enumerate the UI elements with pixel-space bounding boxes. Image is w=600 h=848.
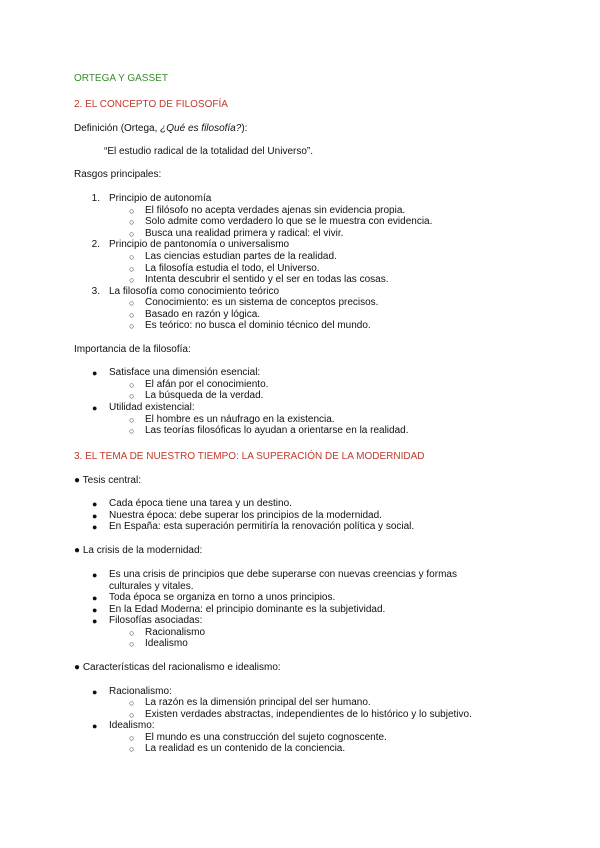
section-2-title: 2. EL CONCEPTO DE FILOSOFÍA <box>74 99 228 110</box>
feature-1-item-2: Existen verdades abstractas, independientes de lo histórico y lo subjetivo. <box>145 709 472 720</box>
dot-bullet-icon: ● <box>92 368 98 378</box>
feature-2-title: Idealismo: <box>109 720 155 731</box>
dot-bullet-icon: ● <box>92 616 98 626</box>
crisis-label: ● La crisis de la modernidad: <box>74 545 203 556</box>
trait-3-item-2: Basado en razón y lógica. <box>145 309 261 320</box>
thesis-label: ● Tesis central: <box>74 475 141 486</box>
philosophy-1: Racionalismo <box>145 627 206 638</box>
importance-label: Importancia de la filosofía: <box>74 344 191 355</box>
circle-bullet-icon: ○ <box>129 744 135 754</box>
philosophy-2: Idealismo <box>145 638 188 649</box>
importance-1-item-1: El afán por el conocimiento. <box>145 379 269 390</box>
crisis-item-4: Filosofías asociadas: <box>109 615 203 626</box>
circle-bullet-icon: ○ <box>129 415 135 425</box>
feature-1-title: Racionalismo: <box>109 686 172 697</box>
trait-3-number: 3. <box>91 286 100 297</box>
trait-3-item-1: Conocimiento: es un sistema de conceptos precisos. <box>145 297 379 308</box>
section-3-title: 3. EL TEMA DE NUESTRO TIEMPO: LA SUPERACIÓN DE LA MODERNIDAD <box>74 451 425 462</box>
trait-3-item-3: Es teórico: no busca el dominio técnico del mundo. <box>145 320 371 331</box>
circle-bullet-icon: ○ <box>129 733 135 743</box>
trait-2-item-3: Intenta descubrir el sentido y el ser en todas las cosas. <box>145 274 389 285</box>
trait-1-item-2: Solo admite como verdadero lo que se le muestra con evidencia. <box>145 216 433 227</box>
circle-bullet-icon: ○ <box>129 206 135 216</box>
definition-work-title: ¿Qué es filosofía? <box>160 123 242 134</box>
importance-2-title: Utilidad existencial: <box>109 402 195 413</box>
circle-bullet-icon: ○ <box>129 391 135 401</box>
dot-bullet-icon: ● <box>92 605 98 615</box>
thesis-item-2: Nuestra época: debe superar los principios de la modernidad. <box>109 510 382 521</box>
feature-2-item-1: El mundo es una construcción del sujeto cognoscente. <box>145 732 387 743</box>
dot-bullet-icon: ● <box>92 570 98 580</box>
importance-1-item-2: La búsqueda de la verdad. <box>145 390 264 401</box>
circle-bullet-icon: ○ <box>129 275 135 285</box>
definition-quote: “El estudio radical de la totalidad del Universo”. <box>104 146 313 157</box>
dot-bullet-icon: ● <box>92 721 98 731</box>
importance-2-item-2: Las teorías filosóficas lo ayudan a orientarse en la realidad. <box>145 425 409 436</box>
circle-bullet-icon: ○ <box>129 264 135 274</box>
feature-2-item-2: La realidad es un contenido de la conciencia. <box>145 743 346 754</box>
circle-bullet-icon: ○ <box>129 298 135 308</box>
thesis-item-3: En España: esta superación permitiría la renovación política y social. <box>109 521 415 532</box>
importance-2-item-1: El hombre es un náufrago en la existencia. <box>145 414 335 425</box>
dot-bullet-icon: ● <box>92 593 98 603</box>
trait-2-title: Principio de pantonomía o universalismo <box>109 239 290 250</box>
circle-bullet-icon: ○ <box>129 426 135 436</box>
circle-bullet-icon: ○ <box>129 698 135 708</box>
dot-bullet-icon: ● <box>92 522 98 532</box>
author-heading: ORTEGA Y GASSET <box>74 73 168 84</box>
trait-2-number: 2. <box>91 239 100 250</box>
circle-bullet-icon: ○ <box>129 628 135 638</box>
features-label: ● Características del racionalismo e idealismo: <box>74 662 281 673</box>
crisis-item-3: En la Edad Moderna: el principio dominante es la subjetividad. <box>109 604 386 615</box>
trait-2-item-2: La filosofía estudia el todo, el Universo. <box>145 263 320 274</box>
trait-2-item-1: Las ciencias estudian partes de la realidad. <box>145 251 337 262</box>
circle-bullet-icon: ○ <box>129 229 135 239</box>
crisis-item-1-line-2: culturales y vitales. <box>109 581 194 592</box>
traits-label: Rasgos principales: <box>74 169 162 180</box>
circle-bullet-icon: ○ <box>129 217 135 227</box>
circle-bullet-icon: ○ <box>129 380 135 390</box>
definition-label <box>74 123 247 135</box>
trait-1-item-3: Busca una realidad primera y radical: el vivir. <box>145 228 344 239</box>
trait-1-number: 1. <box>91 193 100 204</box>
feature-1-item-1: La razón es la dimensión principal del ser humano. <box>145 697 371 708</box>
trait-1-item-1: El filósofo no acepta verdades ajenas sin evidencia propia. <box>145 205 406 216</box>
circle-bullet-icon: ○ <box>129 252 135 262</box>
thesis-item-1: Cada época tiene una tarea y un destino. <box>109 498 292 509</box>
dot-bullet-icon: ● <box>92 687 98 697</box>
definition-suffix: ): <box>241 123 248 134</box>
trait-1-title: Principio de autonomía <box>109 193 212 204</box>
definition-prefix: Definición (Ortega, <box>74 123 161 134</box>
crisis-item-1-line-1: Es una crisis de principios que debe superarse con nuevas creencias y formas <box>109 569 457 580</box>
dot-bullet-icon: ● <box>92 499 98 509</box>
circle-bullet-icon: ○ <box>129 710 135 720</box>
trait-3-title: La filosofía como conocimiento teórico <box>109 286 280 297</box>
dot-bullet-icon: ● <box>92 511 98 521</box>
circle-bullet-icon: ○ <box>129 310 135 320</box>
circle-bullet-icon: ○ <box>129 321 135 331</box>
importance-1-title: Satisface una dimensión esencial: <box>109 367 261 378</box>
dot-bullet-icon: ● <box>92 403 98 413</box>
circle-bullet-icon: ○ <box>129 639 135 649</box>
crisis-item-2: Toda época se organiza en torno a unos principios. <box>109 592 336 603</box>
